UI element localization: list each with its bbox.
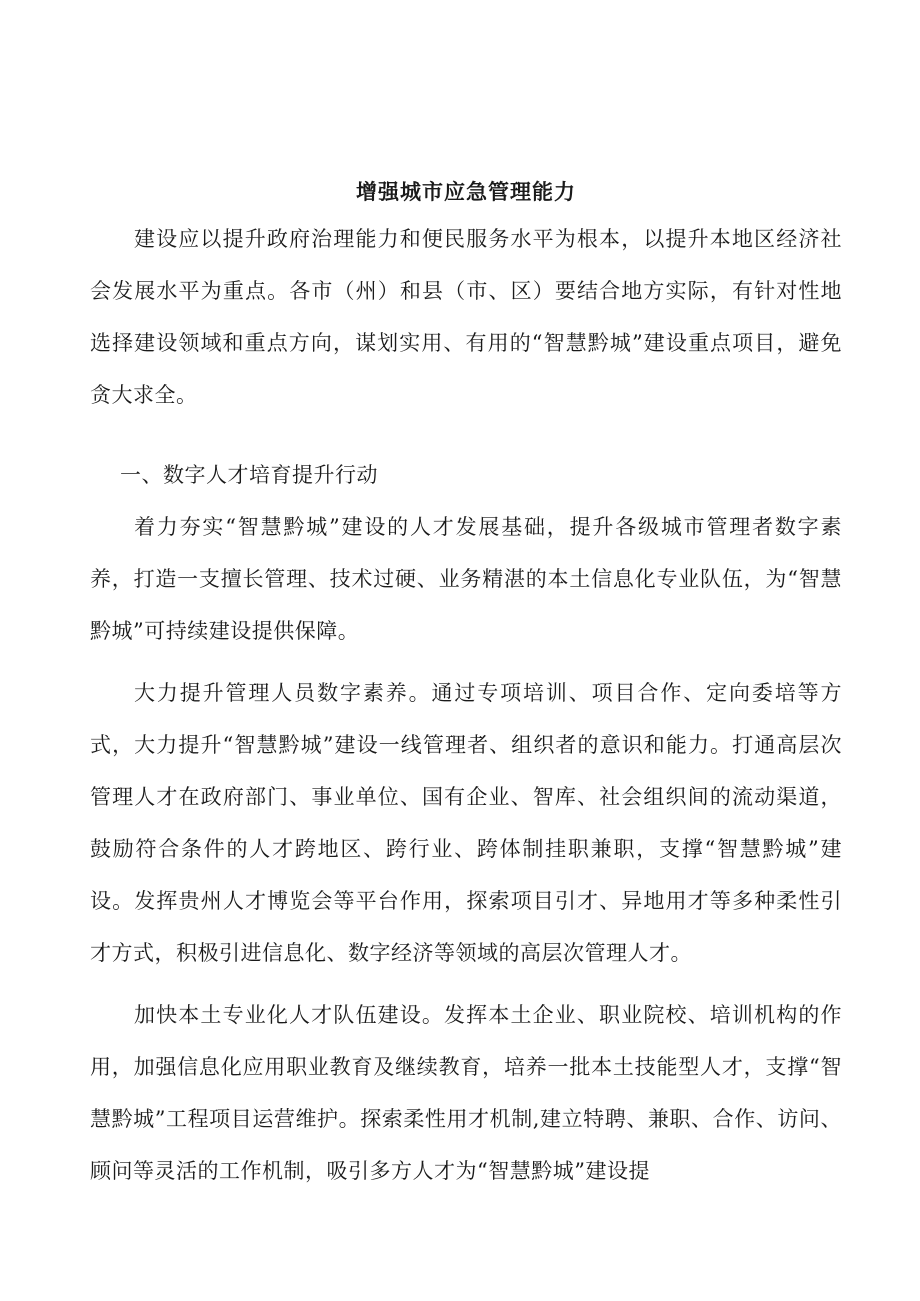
document-title: 增强城市应急管理能力 [356, 179, 576, 204]
section-paragraph-3: 加快本土专业化人才队伍建设。发挥本土企业、职业院校、培训机构的作用，加强信息化应用职业教育及继续教育，培养一批本土技能型人才，支撑“智慧黔城”工程项目运营维护。探索柔性用才机制,建立特聘、兼职、合作、访问、顾问等灵活的工作机制，吸引多方人才为“智慧黔城”建设提 [90, 1003, 842, 1183]
section-heading: 一、数字人才培育提升行动 [120, 463, 378, 487]
intro-paragraph: 建设应以提升政府治理能力和便民服务水平为根本，以提升本地区经济社会发展水平为重点。各市（州）和县（市、区）要结合地方实际，有针对性地选择建设领域和重点方向，谋划实用、有用的“智慧黔城”建设重点项目，避免贪大求全。 [90, 227, 842, 407]
section-paragraph-2: 大力提升管理人员数字素养。通过专项培训、项目合作、定向委培等方式，大力提升“智慧黔城”建设一线管理者、组织者的意识和能力。打通高层次管理人才在政府部门、事业单位、国有企业、智库、社会组织间的流动渠道，鼓励符合条件的人才跨地区、跨行业、跨体制挂职兼职，支撑“智慧黔城”建设。发挥贵州人才博览会等平台作用，探索项目引才、异地用才等多种柔性引才方式，积极引进信息化、数字经济等领域的高层次管理人才。 [90, 681, 842, 965]
document-page [90, 160, 842, 1197]
section-paragraph-1: 着力夯实“智慧黔城”建设的人才发展基础，提升各级城市管理者数字素养，打造一支擅长管理、技术过硬、业务精湛的本土信息化专业队伍，为“智慧黔城”可持续建设提供保障。 [90, 515, 842, 643]
